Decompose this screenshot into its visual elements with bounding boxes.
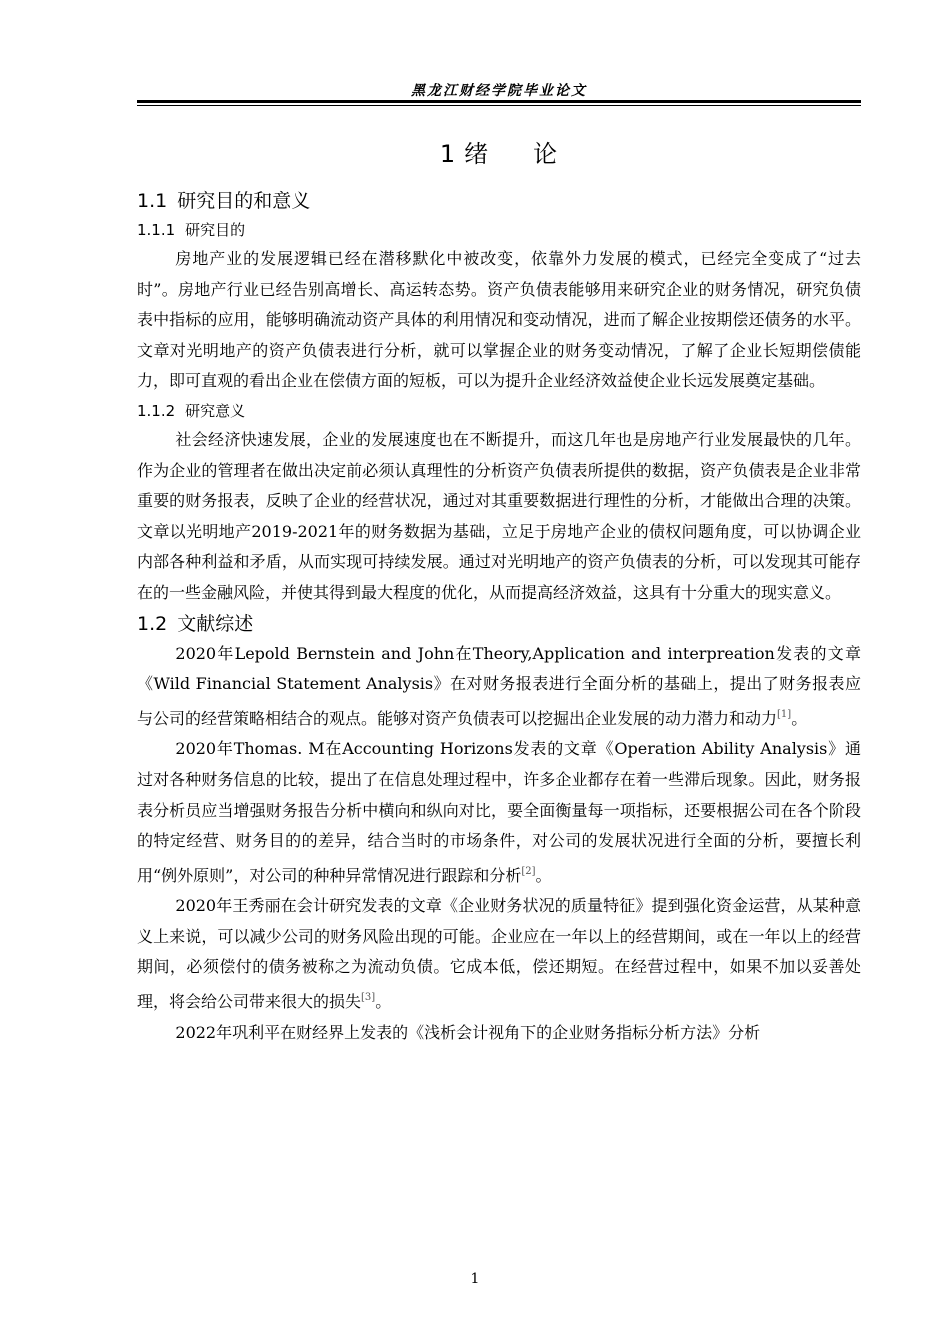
chapter-title-part1: 绪 bbox=[464, 140, 490, 168]
chapter-number: 1 bbox=[439, 140, 457, 168]
subsection-number: 1.1.1 bbox=[137, 221, 176, 239]
section-number: 1.2 bbox=[137, 612, 168, 635]
section-title: 文献综述 bbox=[177, 612, 254, 635]
page-header-title: 黑龙江财经学院毕业论文 bbox=[411, 83, 587, 99]
paragraph: 房地产业的发展逻辑已经在潜移默化中被改变，依靠外力发展的模式，已经完全变成了“过去时”。房地产行业已经告别高增长、高运转态势。资产负债表能够用来研究企业的财务情况，研究负债表中指标的应用，能够明确流动资产具体的利用情况和变动情况，进而了解企业按期偿还债务的水平。文章对光明地产的资产负债表进行分析，就可以掌握企业的财务变动情况，了解了企业长短期偿债能力，即可直观的看出企业在偿债方面的短板，可以为提升企业经济效益使企业长远发展奠定基础。 bbox=[137, 249, 861, 391]
citation[interactable]: [1] bbox=[777, 708, 792, 720]
citation[interactable]: [2] bbox=[521, 865, 536, 877]
chapter-title-part2: 论 bbox=[533, 140, 559, 168]
paragraph: 2020年王秀丽在会计研究发表的文章《企业财务状况的质量特征》提到强化资金运营，从某种意义上来说，可以减少公司的财务风险出现的可能。企业应在一年以上的经营期间，或在一年以上的经营期间，必须偿付的债务被称之为流动负债。它成本低，偿还期短。在经营过程中，如果不加以妥善处理，将会给公司带来很大的损失[3]。 bbox=[137, 896, 861, 1012]
subsection-heading bbox=[137, 397, 861, 425]
header-rule-thin bbox=[137, 105, 861, 106]
section-heading bbox=[137, 609, 861, 639]
body-content bbox=[137, 186, 861, 1048]
header-rule-thick bbox=[137, 100, 861, 103]
subsection-title: 研究意义 bbox=[185, 401, 246, 420]
chapter-title bbox=[137, 134, 861, 169]
citation[interactable]: [3] bbox=[361, 992, 376, 1004]
page-number: 1 bbox=[470, 1271, 480, 1287]
paragraph: 2020年Lepold Bernstein and John在Theory,Application and interpreation发表的文章《Wild Financial Statement Analysis》在对财务报表进行全面分析的基础上，提出了财务报表应与公司的经营策略相结合的观点。能够对资产负债表可以挖掘出企业发展的动力潜力和动力[1]。 bbox=[137, 643, 861, 728]
paragraph: 社会经济快速发展，企业的发展速度也在不断提升，而这几年也是房地产行业发展最快的几年。作为企业的管理者在做出决定前必须认真理性的分析资产负债表所提供的数据，资产负债表是企业非常重要的财务报表，反映了企业的经营状况，通过对其重要数据进行理性的分析，才能做出合理的决策。文章以光明地产2019-2021年的财务数据为基础，立足于房地产企业的债权问题角度，可以协调企业内部各种利益和矛盾，从而实现可持续发展。通过对光明地产的资产负债表的分析，可以发现其可能存在的一些金融风险，并使其得到最大程度的优化，从而提高经济效益，这具有十分重大的现实意义。 bbox=[137, 429, 861, 602]
subsection-heading bbox=[137, 216, 861, 244]
section-title: 研究目的和意义 bbox=[177, 190, 311, 212]
section-heading bbox=[137, 186, 861, 216]
subsection-number: 1.1.2 bbox=[137, 401, 176, 420]
subsection-title: 研究目的 bbox=[185, 221, 246, 239]
paragraph: 2020年Thomas. M在Accounting Horizons发表的文章《Operation Ability Analysis》通过对各种财务信息的比较，提出了在信息处理过程中，许多企业都存在着一些滞后现象。因此，财务报表分析员应当增强财务报告分析中横向和纵向对比，要全面衡量每一项指标，还要根据公司在各个阶段的特定经营、财务目的的差异，结合当时的市场条件，对公司的发展状况进行全面的分析，要擅长利用“例外原则”，对公司的种种异常情况进行跟踪和分析[2]。 bbox=[137, 739, 861, 885]
paragraph: 2022年巩利平在财经界上发表的《浅析会计视角下的企业财务指标分析方法》分析 bbox=[175, 1022, 761, 1042]
section-number: 1.1 bbox=[137, 190, 168, 212]
